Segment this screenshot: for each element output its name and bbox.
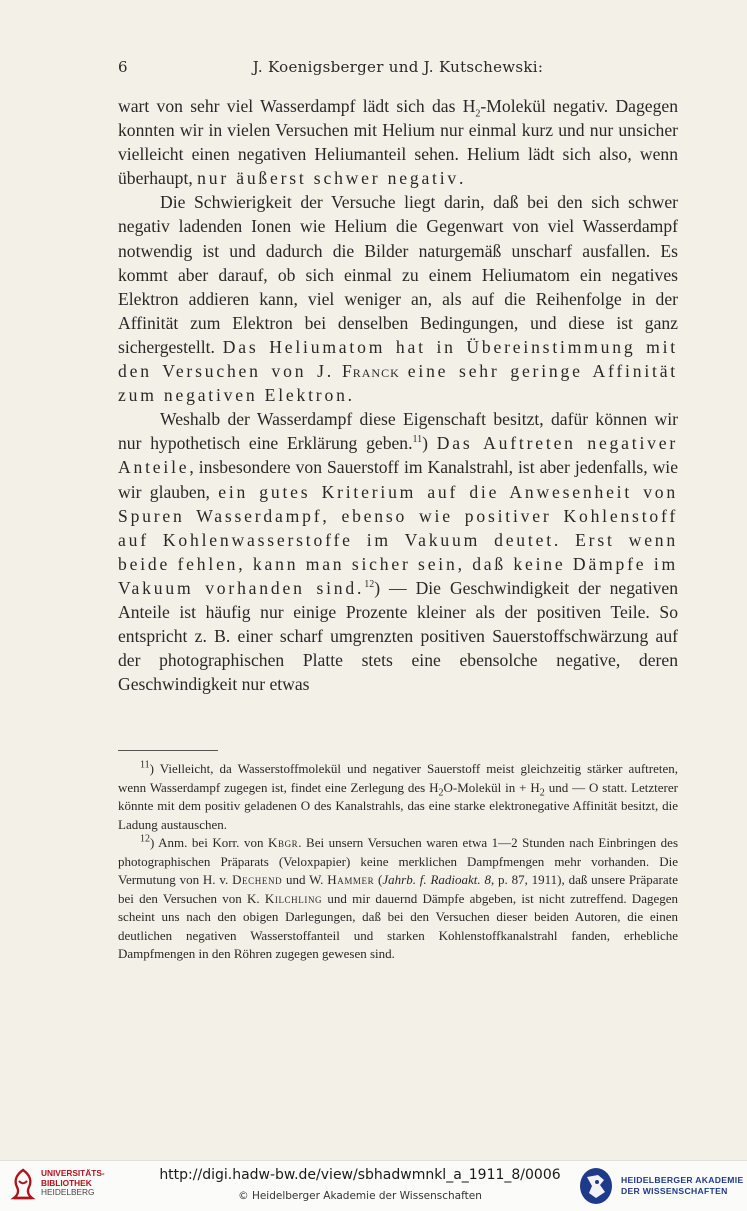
academy-name-line: HEIDELBERGER AKADEMIE (621, 1175, 744, 1185)
text-run: . (347, 385, 353, 406)
subscript: 2 (475, 108, 481, 120)
author-name: Dechend (232, 872, 283, 887)
text-run: und — O statt. Letzterer könnte mit dem positiv geladenen O des Kanalstrahls, das eine starke elektronegative Affinität besitzt, die Ladung austauschen. (118, 779, 678, 832)
footnote-number: 11 (140, 759, 150, 771)
paragraph-3 (118, 407, 678, 696)
academy-name-line: DER WISSENSCHAFTEN (621, 1186, 728, 1196)
emphasis-spaced: ein gutes Kriterium auf die Anwesenheit von Spuren Wasserdampf, ebenso wie positiver Kohlenstoff auf Kohlenwasserstoffe im Vakuum deutet. Erst wenn beide fehlen, kann man sicher sein, daß keine Dämpfe im Vakuum vorhanden sind. (118, 481, 678, 598)
academy-name[interactable] (621, 1175, 743, 1197)
author-name: Franck (341, 361, 400, 382)
running-title: J. Koenigsberger und J. Kutschewski: (252, 58, 544, 76)
footnote-number: 12 (140, 833, 150, 845)
library-name-line: HEIDELBERG (41, 1187, 95, 1197)
text-run: Weshalb der Wasserdampf diese Eigenschaft besitzt, dafür können wir nur hypothetisch eine Erklärung geben. (118, 409, 678, 454)
library-name[interactable] (41, 1169, 105, 1198)
text-run: , insbesondere von Sauerstoff im Kanalstrahl, ist aber jedenfalls, wie wir glauben, (118, 457, 678, 502)
journal-citation: Jahrb. f. Radioakt. 8 (382, 872, 491, 887)
paragraph-1 (118, 94, 678, 190)
text-run: O-Molekül in + H (443, 779, 540, 795)
academy-logo-icon[interactable] (578, 1166, 614, 1206)
paragraph-2 (118, 190, 678, 407)
footnote-12 (118, 834, 678, 964)
text-run: . (459, 168, 464, 189)
footnote-rule (118, 750, 218, 751)
copyright-notice: © Heidelberger Akademie der Wissenschaften (238, 1190, 482, 1202)
footnote-ref[interactable]: 11 (412, 434, 423, 446)
main-text (118, 94, 678, 696)
subscript: 2 (438, 787, 444, 799)
text-run: ) (422, 433, 437, 454)
text-run: und mir dauernd Dämpfe abgeben, ist nicht zutreffend. Dagegen scheint uns nach den obigen Darlegungen, daß bei den Versuchen dieser beiden Autoren, die einen deutlichen negativen Wasserstoffanteil und starken Kohlenstoffkanalstrahl fanden, erhebliche Dampfmengen in den Röhren zugegen gewesen sind. (118, 890, 679, 961)
text-run: ) — Die Geschwindigkeit der negativen Anteile ist häufig nur einige Prozente kleiner als der positiven Teile. So entspricht z. B. einer scharf umgrenzten positiven Sauerstoffschwärzung auf der photographischen Platte stets eine ebensolche negative, deren Geschwindigkeit nur etwas (118, 577, 678, 695)
author-name: Kilchling (264, 890, 323, 906)
text-run: ) Vielleicht, da Wasserstoffmolekül und negativer Sauerstoff meist gleichzeitig stärker auftreten, wenn Wasserdampf zugegen ist, findet eine Zerlegung des H (118, 761, 678, 795)
university-library-logo-icon[interactable] (8, 1167, 38, 1201)
author-name: Kbgr (267, 835, 299, 850)
emphasis-spaced: nur äußerst schwer negativ (197, 168, 460, 189)
footnotes (118, 760, 678, 964)
permalink-url[interactable]: http://digi.hadw-bw.de/view/sbhadwmnkl_a_1911_8/0006 (159, 1167, 561, 1183)
text-run: . Bei unsern Versuchen waren etwa 1—2 Stunden nach Einbringen des photographischen Präparats (Veloxpapier) keine merklichen Dampfmengen mehr vorhanden. Die Vermutung von H. v. (118, 835, 678, 887)
subscript: 2 (539, 787, 545, 799)
text-run: Die Schwierigkeit der Versuche liegt darin, daß bei den sich schwer negativ ladenden Ionen wie Helium die Gegenwart von viel Wasserdampf notwendig ist und dadurch die Bilder naturgemäß unscharf ausfallen. Es kommt aber darauf, ob sich einmal zu einem Heliumatom ein negatives Elektron addieren kann, viel weniger an, als auf die Reihenfolge in der Affinität zum Elektron bei denselben Bedingungen, und diese ist ganz sichergestellt. (118, 192, 678, 357)
text-run: -Molekül negativ. Dagegen konnten wir in vielen Versuchen mit Helium nur einmal kurz und nur unsicher vielleicht einen negativen Heliumanteil sehen. Helium lädt sich also, wenn überhaupt, (118, 96, 678, 189)
library-name-line: BIBLIOTHEK (41, 1177, 92, 1188)
library-name-line: UNIVERSITÄTS- (41, 1168, 105, 1178)
page-header (118, 58, 678, 82)
text-run: , p. 87, 1911), daß unsere Präparate bei den Versuchen von K. (118, 872, 678, 906)
text-run: wart von sehr viel Wasserdampf lädt sich das H (118, 96, 476, 116)
text-run: ) Anm. bei Korr. von (150, 835, 268, 850)
emphasis-spaced: eine sehr geringe Affinität zum negativen Elektron (118, 361, 678, 406)
footnote-11 (118, 760, 678, 834)
emphasis-spaced: Das Heliumatom hat in Übereinstimmung mit den Versuchen von J. (118, 336, 678, 382)
viewer-footer (0, 1160, 747, 1211)
text-run: ( (374, 872, 383, 887)
text-run: und W. (282, 872, 328, 887)
footnote-ref[interactable]: 12 (364, 579, 375, 591)
author-name: Hammer (327, 872, 375, 887)
emphasis-spaced: Das Auftreten negativer Anteile (118, 433, 678, 478)
page-number: 6 (118, 58, 128, 76)
